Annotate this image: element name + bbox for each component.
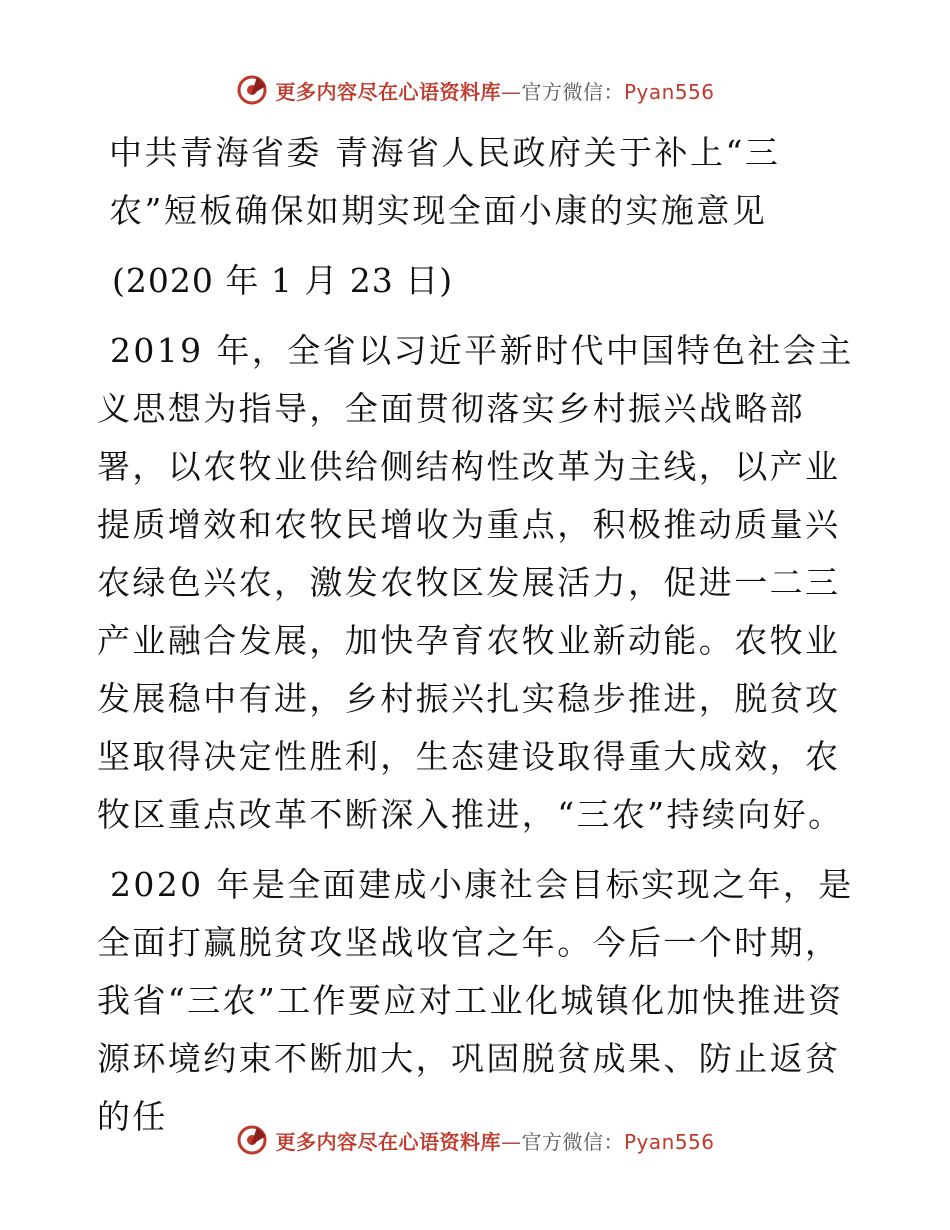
paragraph: 2019 年，全省以习近平新时代中国特色社会主义思想为指导，全面贯彻落实乡村振兴战略部署，以农牧业供给侧结构性改革为主线，以产业提质增效和农牧民增收为重点，积极推动质量兴农绿色兴农，激发农牧区发展活力，促进一二三产业融合发展，加快孕育农牧业新动能。农牧业发展稳中有进，乡村振兴扎实稳步推进，脱贫攻坚取得决定性胜利，生态建设取得重大成效，农牧区重点改革不断深入推进，“三农”持续向好。 xyxy=(97,331,854,834)
document-body xyxy=(97,124,857,1158)
pen-logo-icon xyxy=(235,73,269,107)
watermark-header xyxy=(0,72,950,108)
document-title: 中共青海省委 青海省人民政府关于补上“三农”短板确保如期实现全面小康的实施意见 xyxy=(109,133,781,230)
watermark-text: 更多内容尽在心语资料库—官方微信：Pyan556 xyxy=(275,1129,715,1154)
paragraph: 2020 年是全面建成小康社会目标实现之年，是全面打赢脱贫攻坚战收官之年。今后一个时期，我省“三农”工作要应对工业化城镇化加快推进资源环境约束不断加大，巩固脱贫成果、防止返贫的任 xyxy=(97,865,854,1136)
watermark-footer xyxy=(0,1122,950,1158)
document-date: (2020 年 1 月 23 日) xyxy=(112,261,454,300)
watermark-text: 更多内容尽在心语资料库—官方微信：Pyan556 xyxy=(275,79,715,104)
pen-logo-icon xyxy=(235,1123,269,1157)
